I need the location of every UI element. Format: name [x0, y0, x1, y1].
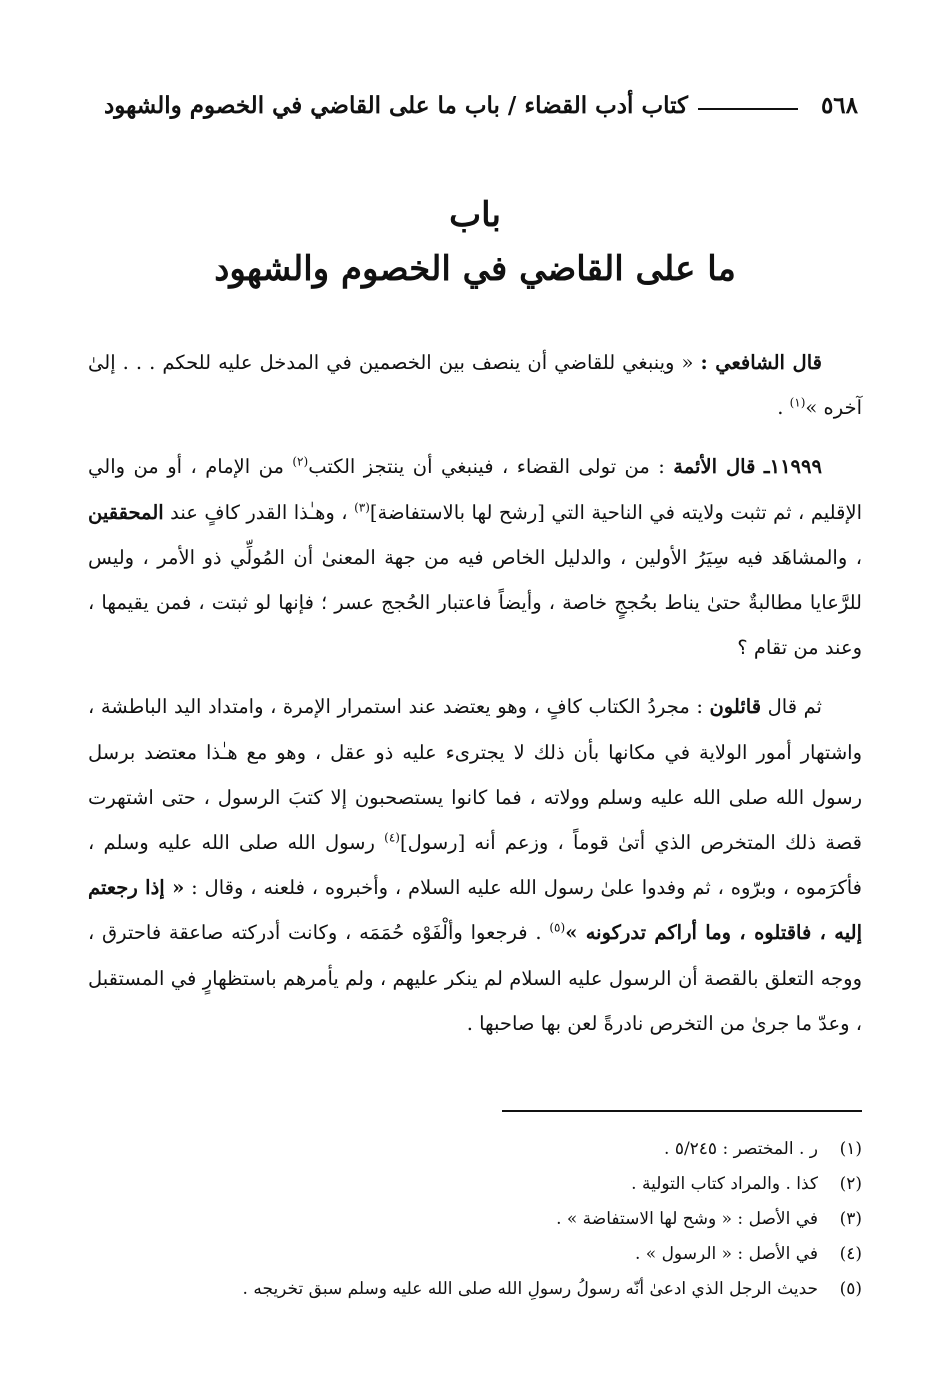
text: « وينبغي للقاضي أن ينصف بين الخصمين في المدخل عليه للحكم . . . إلىٰ آخره »: [88, 351, 862, 420]
footnote-item: [88, 1272, 862, 1307]
footnote-text: ر . المختصر : ٥/٢٤٥ .: [664, 1139, 818, 1159]
footnote-number: (٢): [839, 1174, 862, 1194]
emphasis: المحققين: [88, 500, 164, 524]
speaker: قال الأئمة: [673, 455, 756, 479]
footnote-text: كذا . والمراد كتاب التولية .: [631, 1174, 818, 1194]
footnote-number: (١): [839, 1139, 862, 1159]
page-number: ٥٦٨: [820, 92, 858, 119]
chapter-heading-line-1: باب: [449, 195, 501, 235]
text: : من تولى القضاء ، فينبغي أن ينتجز الكتب: [308, 455, 674, 479]
footnote-text: في الأصل : « الرسول » .: [634, 1244, 818, 1264]
running-header: [92, 86, 858, 126]
footnote-item: [88, 1202, 862, 1237]
header-rule: [698, 108, 798, 110]
text: ثم قال: [761, 695, 822, 719]
paragraph-1: [88, 340, 862, 430]
footnote-item: [88, 1237, 862, 1272]
speaker: قال الشافعي :: [700, 351, 822, 374]
text: . فرجعوا وألْفَوْه حُمَمَه ، وكانت أدركته صاعقة فاحترق ، ووجه التعلق بالقصة أن الرسول عليه السلام لم ينكر عليهم ، ولم يأمرهم باستظهارٍ في المستقبل ، وعدّ ما جرىٰ من التخرص نادرةً لعن بها صاحبها .: [88, 921, 862, 1035]
footnote-number: (٤): [839, 1244, 862, 1264]
footnote-number: (٥): [839, 1279, 862, 1299]
paragraph-2: [88, 444, 862, 670]
paragraph-3: [88, 684, 862, 1046]
footnote-ref: (٤): [384, 830, 400, 845]
text: من الإمام ، أو من والي الإقليم ، ثم تثبت ولايته في الناحية التي [رشح لها بالاستفاضة]: [88, 455, 862, 524]
text: .: [777, 396, 790, 420]
footnote-ref: (٢): [292, 454, 309, 469]
footnote-item: [88, 1167, 862, 1202]
footnote-ref: (٣): [354, 500, 370, 515]
footnote-ref: (٥): [549, 920, 566, 935]
text: رسول الله صلى الله عليه وسلم ، فأكرَموه ، وبرّوه ، ثم وفدوا علىٰ رسول الله عليه السلام ، وأخبروه ، فلعنه ، وقال :: [88, 831, 862, 900]
footnote-separator: [502, 1110, 862, 1112]
footnote-ref: (١): [789, 395, 806, 410]
emphasis: قائلون: [709, 695, 762, 719]
text: ، وهـٰذا القدر كافٍ عند: [163, 500, 355, 524]
footnote-text: في الأصل : « وشح لها الاستفاضة » .: [556, 1209, 818, 1229]
running-title: كتاب أدب القضاء / باب ما على القاضي في الخصوم والشهود: [104, 92, 688, 119]
text: : مجردُ الكتاب كافٍ ، وهو يعتضد عند استمرار الإمرة ، وامتداد اليد الباطشة ، واشتهار أمور الولاية في مكانها بأن ذلك لا يجترىء عليه ذو عقل ، وهو مع هـٰذا معتضد برسل رسول الله صلى الله عليه وسلم وولاته ، فما كانوا يستصحبون إلا كتبَ الرسول ، حتى اشتهرت قصة ذلك المتخرص الذي أتىٰ قوماً ، وزعم أنه [رسول]: [88, 695, 862, 855]
chapter-heading-line-2: ما على القاضي في الخصوم والشهود: [214, 249, 736, 289]
issue-number: ١١٩٩٩ـ: [763, 455, 822, 479]
text: ، والمشاهَد فيه سِيَرُ الأولين ، والدليل الخاص فيه من جهة المعنىٰ أن المُولِّي ذو الأمر ، وليس للرَّعايا مطالبةٌ حتىٰ يناط بحُججٍ خاصة ، وأيضاً فاعتبار الحُجج عسر ؛ فإنها لو ثبتت ، فمن يقيمها ، وعند من تقام ؟: [88, 545, 862, 660]
footnote-text: حديث الرجل الذي ادعىٰ أنّه رسولُ رسولِ الله صلى الله عليه وسلم سبق تخريجه .: [242, 1279, 818, 1299]
footnote-item: [88, 1132, 862, 1167]
footnote-number: (٣): [839, 1209, 862, 1229]
main-text: [88, 340, 862, 1060]
footnotes: [88, 1132, 862, 1307]
hadith-quote: « إذا رجعتم إليه ، فاقتلوه ، وما أراكم تدركونه »: [88, 876, 862, 945]
chapter-heading: [90, 190, 860, 298]
